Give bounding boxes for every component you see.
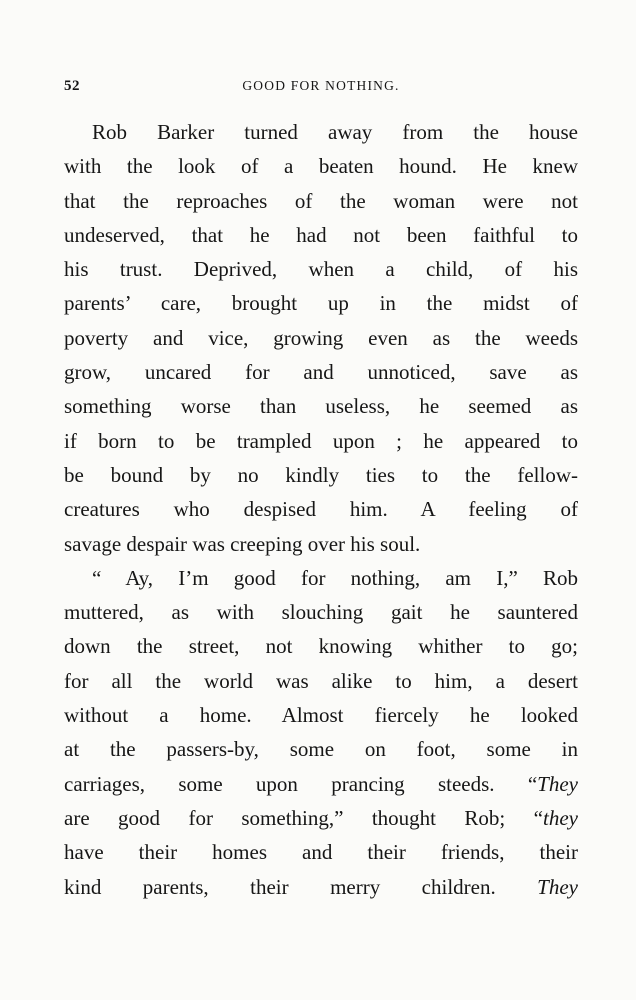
text-line <box>64 767 578 801</box>
text-line: Rob Barker turned away from the house <box>92 120 578 144</box>
text-line: grow, uncared for and unnoticed, save as <box>64 360 578 385</box>
text-run: are good for something,” thought Rob; “ <box>64 805 544 830</box>
page-number: 52 <box>64 78 80 94</box>
text-run: carriages, some upon prancing steeds. <box>64 771 495 796</box>
text-run: “ <box>527 771 538 796</box>
body-text <box>64 115 578 904</box>
text-line: without a home. Almost fiercely he looked <box>64 703 578 728</box>
text-line: “ Ay, I’m good for nothing, am I,” Rob <box>92 565 578 590</box>
text-line: with the look of a beaten hound. He knew <box>64 154 578 179</box>
text-line: muttered, as with slouching gait he sauntered <box>64 600 578 625</box>
text-line: undeserved, that he had not been faithful to <box>64 222 578 247</box>
text-line: for all the world was alike to him, a desert <box>64 668 578 693</box>
text-line: parents’ care, brought up in the midst of <box>64 291 578 316</box>
running-title: GOOD FOR NOTHING. <box>242 78 400 93</box>
text-line: poverty and vice, growing even as the weeds <box>64 325 578 350</box>
page-header <box>64 78 578 102</box>
italic-run: They <box>537 874 578 899</box>
text-line: savage despair was creeping over his soul. <box>64 531 421 556</box>
italic-run: they <box>543 805 578 830</box>
text-line: be bound by no kindly ties to the fellow- <box>64 462 578 487</box>
text-line: at the passers-by, some on foot, some in <box>64 737 578 762</box>
text-line <box>64 870 578 904</box>
text-line: have their homes and their friends, their <box>64 840 578 865</box>
text-line <box>64 801 578 835</box>
text-line: creatures who despised him. A feeling of <box>64 497 578 522</box>
italic-run: They <box>537 771 578 796</box>
text-line: his trust. Deprived, when a child, of his <box>64 257 578 282</box>
text-run: kind parents, their merry children. <box>64 874 538 899</box>
text-line: if born to be trampled upon ; he appeared to <box>64 428 578 453</box>
paragraph-2 <box>64 561 578 904</box>
text-line: that the reproaches of the woman were not <box>64 188 578 213</box>
paragraph-1 <box>64 115 578 561</box>
text-line: something worse than useless, he seemed as <box>64 394 578 419</box>
text-line: down the street, not knowing whither to go; <box>64 634 578 659</box>
